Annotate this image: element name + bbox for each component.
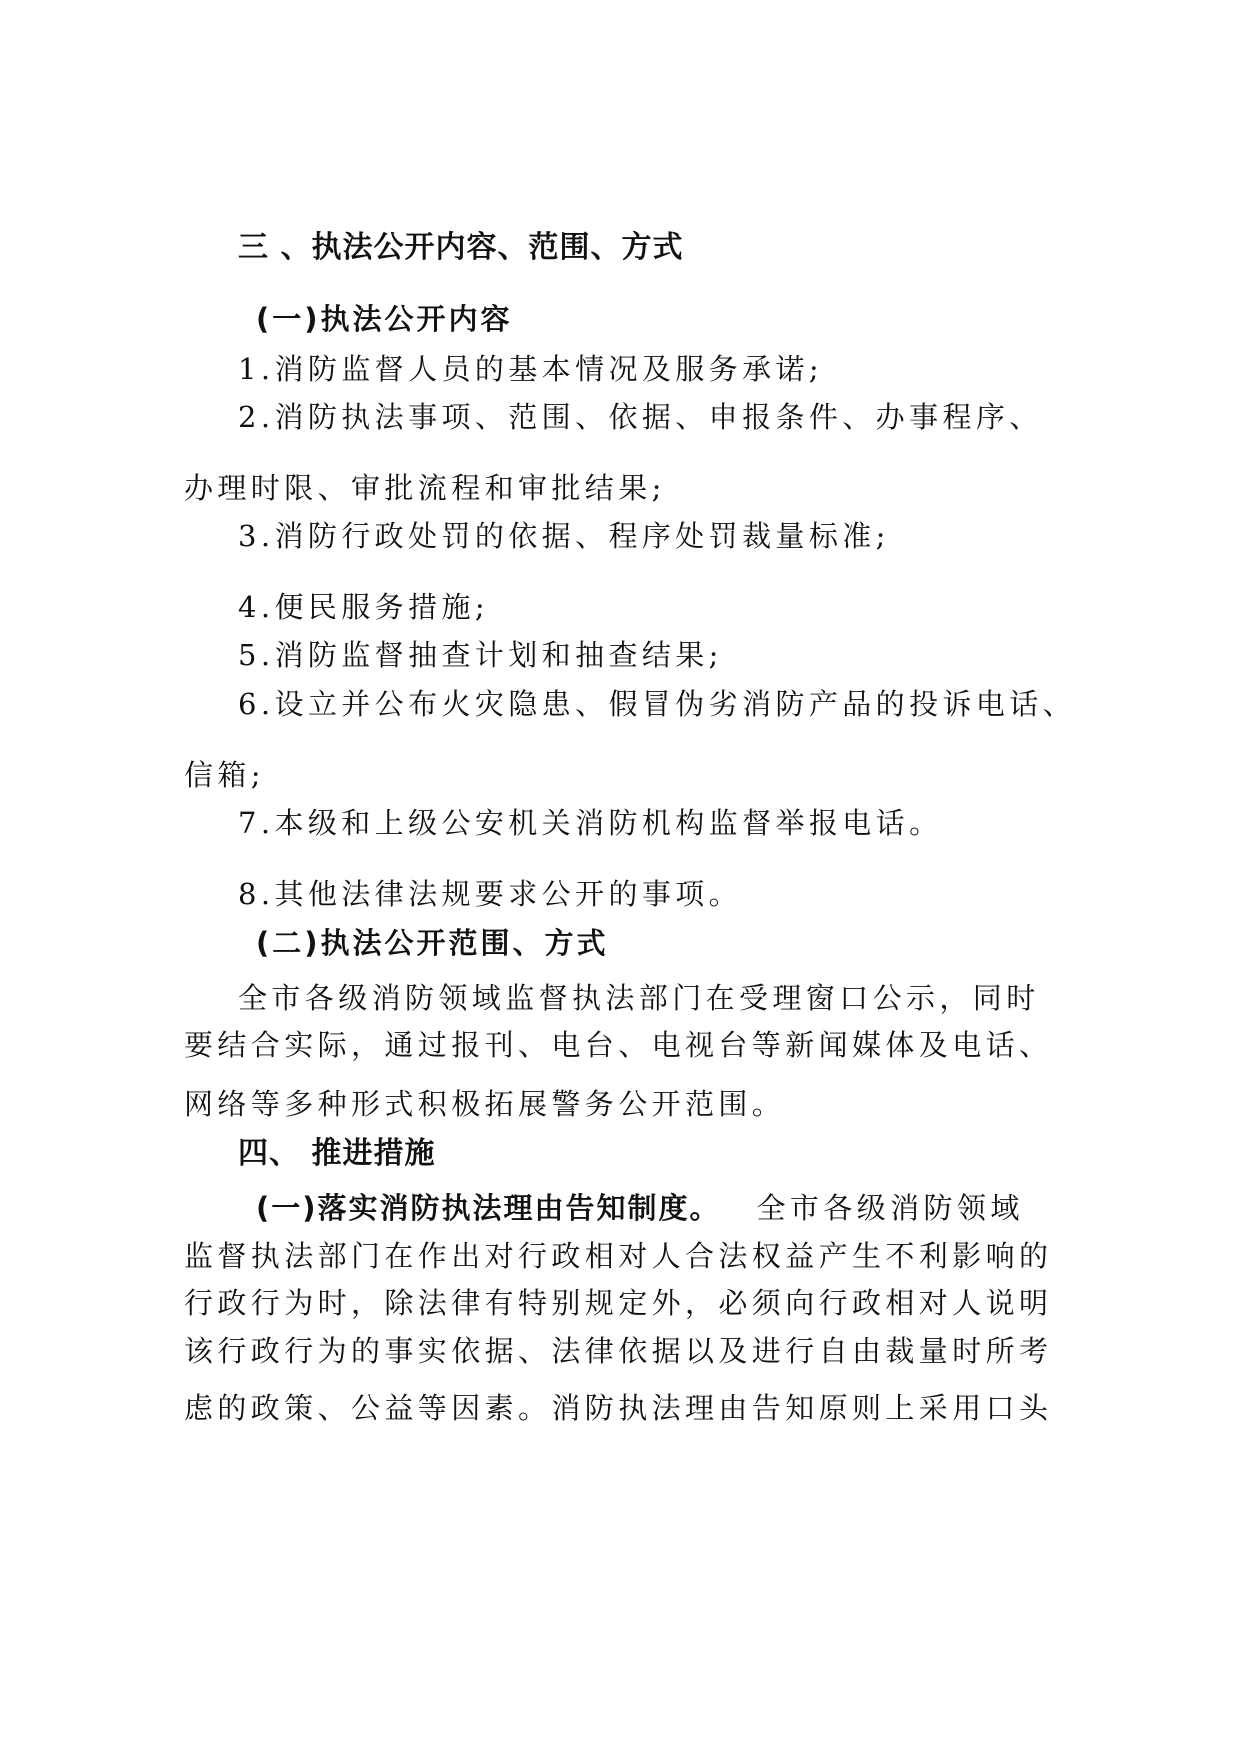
list-item-5: 5.消防监督抽查计划和抽查结果; [238,638,723,672]
list-item-2-continued: 办理时限、审批流程和审批结果; [184,471,666,505]
inline-bold-heading: (一)落实消防执法理由告知制度。 [256,1191,721,1225]
list-item-8: 8.其他法律法规要求公开的事项。 [238,877,743,911]
list-item-3: 3.消防行政处罚的依据、程序处罚裁量标准; [238,519,890,553]
list-item-2: 2.消防执法事项、范围、依据、申报条件、办事程序、 [238,400,1043,434]
paragraph-line: 该行政行为的事实依据、法律依据以及进行自由裁量时所考 [184,1334,1053,1368]
list-item-1: 1.消防监督人员的基本情况及服务承诺; [238,352,824,386]
list-item-4: 4.便民服务措施; [238,590,490,624]
paragraph-line: 行政行为时，除法律有特别规定外，必须向行政相对人说明 [184,1286,1053,1320]
list-item-7: 7.本级和上级公安机关消防机构监督举报电话。 [238,806,943,840]
paragraph-line-first [256,1190,1024,1226]
paragraph-text: 全市各级消防领域 [756,1191,1024,1225]
subsection-2-heading: (二)执法公开范围、方式 [256,926,609,960]
section-3-heading: 三 、执法公开内容、范围、方式 [238,230,684,265]
paragraph-line: 要结合实际，通过报刊、电台、电视台等新闻媒体及电话、 [184,1028,1053,1062]
paragraph-line: 虑的政策、公益等因素。消防执法理由告知原则上采用口头 [184,1391,1053,1425]
subsection-1-heading: (一)执法公开内容 [256,302,513,336]
paragraph-line: 网络等多种形式积极拓展警务公开范围。 [184,1087,786,1121]
section-4-heading: 四、 推进措施 [238,1136,436,1171]
paragraph-line: 监督执法部门在作出对行政相对人合法权益产生不利影响的 [184,1239,1053,1273]
list-item-6: 6.设立并公布火灾隐患、假冒伪劣消防产品的投诉电话、 [238,687,1077,721]
paragraph-line: 全市各级消防领域监督执法部门在受理窗口公示，同时 [238,981,1040,1015]
list-item-6-continued: 信箱; [184,758,265,792]
